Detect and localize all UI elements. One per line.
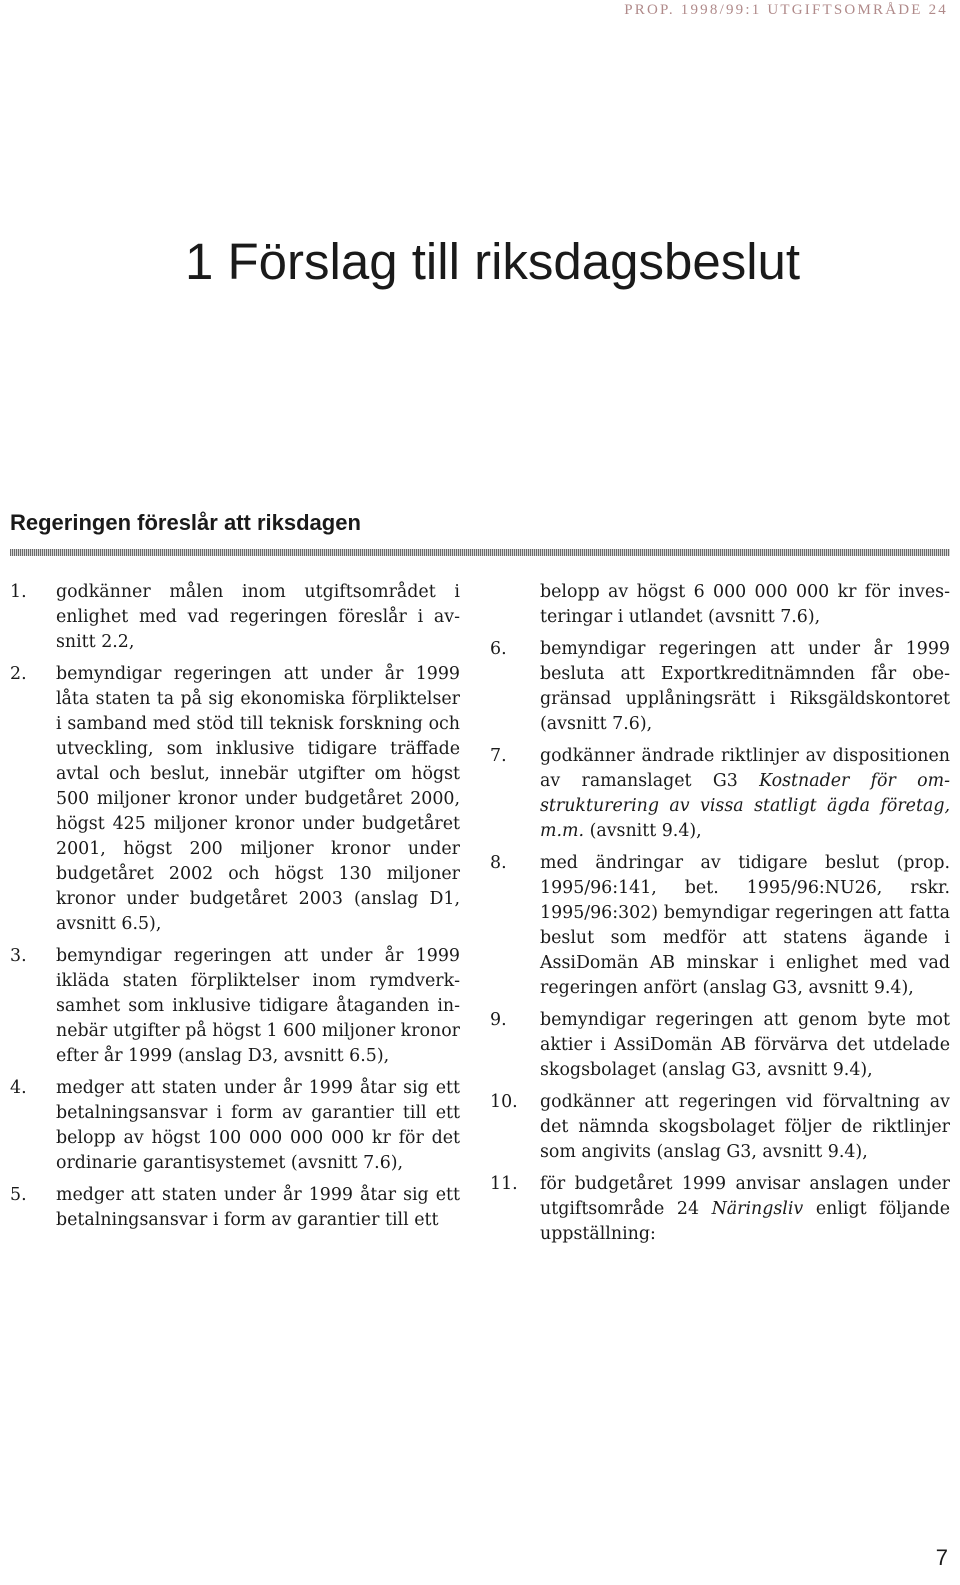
page-number: 7 xyxy=(935,1545,948,1570)
item-number: 5. xyxy=(10,1185,27,1205)
item-number: 11. xyxy=(490,1174,518,1194)
item-number: 10. xyxy=(490,1092,518,1112)
item-text: bemyndigar regeringen att genom byte mot aktier i AssiDomän AB förvärva det utdelade skogsbolaget (anslag G3, avsnitt 9.4), xyxy=(540,1010,950,1080)
item-text: medger att staten under år 1999 åtar sig ett betalningsansvar i form av garantier till ett belopp av högst 100 000 000 000 kr för det ordinarie garantisystemet (avsnitt 7.6), xyxy=(56,1078,460,1173)
appropriation-title: Kostnader för omstrukturering av vissa statligt ägda företag, m.m. xyxy=(540,771,950,841)
item-number: 9. xyxy=(490,1010,507,1030)
item-text: bemyndigar regeringen att under år 1999 ikläda staten förpliktelser inom rymdverksamhet som inklusive tidigare åtaganden innebär utgifter på högst 1 600 miljoner kronor efter år 1999 (anslag D3, avsnitt 6.5), xyxy=(56,946,460,1066)
item-text: medger att staten under år 1999 åtar sig ett betalningsansvar i form av garantier till ett xyxy=(56,1185,460,1230)
list-item-10 xyxy=(490,1090,950,1165)
list-item-1 xyxy=(10,580,460,655)
list-item-2 xyxy=(10,662,460,937)
list-item-7 xyxy=(490,744,950,844)
list-item-4 xyxy=(10,1076,460,1176)
item-number: 7. xyxy=(490,746,507,766)
right-column xyxy=(490,580,950,1254)
list-item-5-continuation xyxy=(490,580,950,630)
left-column xyxy=(10,580,460,1240)
running-header: PROP. 1998/99:1 UTGIFTSOMRÅDE 24 xyxy=(624,2,948,18)
item-text-part: (avsnitt 9.4), xyxy=(584,821,702,841)
chapter-title: 1 Förslag till riksdagsbeslut xyxy=(185,233,801,290)
item-number: 8. xyxy=(490,853,507,873)
item-text: bemyndigar regeringen att under år 1999 låta staten ta på sig ekonomiska förpliktelser i samband med stöd till teknisk forskning och utveckling, som inklusive tidigare träffade avtal och beslut, innebär utgifter om högst 500 miljoner kronor under budgetåret 2000, högst 425 miljoner kronor under budgetåret 2001, högst 200 miljoner kronor under budgetåret 2002 och högst 130 miljoner kronor under budgetåret 2003 (anslag D1, avsnitt 6.5), xyxy=(56,664,460,934)
expenditure-area-name: Näringsliv xyxy=(711,1199,804,1219)
list-item-6 xyxy=(490,637,950,737)
section-heading: Regeringen föreslår att riksdagen xyxy=(10,510,361,535)
item-text xyxy=(540,1172,950,1247)
item-text: godkänner målen inom utgiftsområdet i enlighet med vad regeringen föreslår i avsnitt 2.2, xyxy=(56,582,460,652)
list-item-11 xyxy=(490,1172,950,1247)
list-item-5 xyxy=(10,1183,460,1233)
item-text: belopp av högst 6 000 000 000 kr för investeringar i utlandet (avsnitt 7.6), xyxy=(540,582,950,627)
item-text-part: för budgetåret 1999 anvisar anslagen under utgiftsområde 24 xyxy=(540,1174,950,1219)
item-text: med ändringar av tidigare beslut (prop. 1995/96:141, bet. 1995/96:NU26, rskr. 1995/96:302) bemyndigar regeringen att fatta beslut som medför att statens ägande i AssiDomän AB minskar i enlighet med vad regeringen anfört (anslag G3, avsnitt 9.4), xyxy=(540,853,950,998)
item-text: bemyndigar regeringen att under år 1999 besluta att Exportkreditnämnden får obegränsad upplåningsrätt i Riksgäldskontoret (avsnitt 7.6), xyxy=(540,639,950,734)
item-number: 3. xyxy=(10,946,27,966)
list-item-9 xyxy=(490,1008,950,1083)
item-text-part: enligt följande uppställning: xyxy=(540,1199,950,1244)
list-item-3 xyxy=(10,944,460,1069)
section-divider xyxy=(10,549,950,556)
item-number: 2. xyxy=(10,664,27,684)
list-item-8 xyxy=(490,851,950,1001)
item-text-part: godkänner ändrade riktlinjer av dispositionen av ramanslaget G3 xyxy=(540,746,950,791)
item-number: 4. xyxy=(10,1078,27,1098)
item-number: 6. xyxy=(490,639,507,659)
item-number: 1. xyxy=(10,582,27,602)
item-text: godkänner att regeringen vid förvaltning av det nämnda skogsbolaget följer de riktlinjer som angivits (anslag G3, avsnitt 9.4), xyxy=(540,1092,950,1162)
item-text xyxy=(540,744,950,844)
